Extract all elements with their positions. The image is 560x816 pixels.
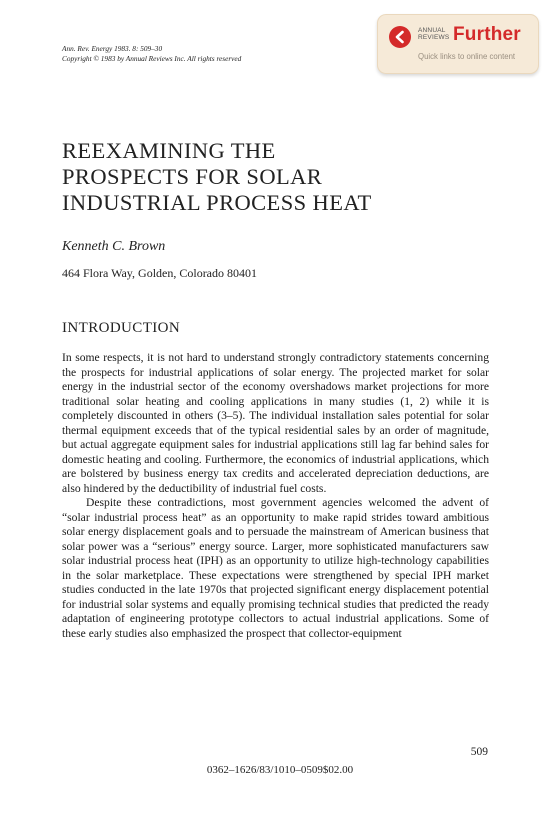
copyright-notice: Copyright © 1983 by Annual Reviews Inc. All rights reserved [62, 54, 242, 63]
further-wordmark: Further [453, 24, 521, 45]
title-line: PROSPECTS FOR SOLAR [62, 164, 323, 189]
journal-citation: Ann. Rev. Energy 1983. 8: 509–30 [62, 44, 163, 53]
footer-code: 0362–1626/83/1010–0509$02.00 [206, 764, 354, 776]
annual-reviews-wordmark: ANNUAL REVIEWS [418, 27, 450, 41]
section-heading: INTRODUCTION [62, 320, 181, 336]
article-body [62, 351, 489, 641]
article-title [62, 138, 372, 216]
quick-links-tagline: Quick links to online content [418, 52, 516, 61]
author-name: Kenneth C. Brown [62, 239, 166, 254]
title-line: REEXAMINING THE [62, 138, 276, 163]
body-paragraph: In some respects, it is not hard to understand strongly contradictory statements concerning the prospects for industrial applications of solar energy. The projected market for solar energy in the industrial sector of the economy overshadows market projections for more traditional solar heating and cooling applications in many studies (1, 2) while it is completely discounted in others (3–5). The individual installation sales potential for solar thermal equipment exceeds that of the typical residential sales by an order of magnitude, but actual aggregate equipment sales for industrial applications still lag far behind sales for domestic heating and cooling. Furthermore, the economics of industrial applications, which are bolstered by business energy tax credits and accelerated depreciation deductions, are also hindered by the deductibility of industrial fuel costs. [62, 351, 489, 495]
author-address: 464 Flora Way, Golden, Colorado 80401 [62, 266, 258, 280]
running-header [62, 44, 241, 64]
title-line: INDUSTRIAL PROCESS HEAT [62, 190, 372, 215]
play-arrow-icon [389, 26, 411, 48]
further-online-badge[interactable] [377, 14, 539, 74]
page-number: 509 [470, 746, 488, 758]
body-paragraph: Despite these contradictions, most government agencies welcomed the advent of “solar industrial process heat” as an opportunity to make rapid strides toward ambitious solar energy displacement goals and to persuade the mainstream of American business that solar power was a “serious” energy source. Larger, more sophisticated manufacturers saw solar industrial process heat (IPH) as an opportunity to utilize high-technology capabilities in the solar marketplace. These expectations were strengthened by special IPH market studies conducted in the late 1970s that projected significant energy displacement potential for industrial solar systems and equally promising technical studies that predicted the ready adaptation of engineering prototype collectors to actual industrial applications. Some of these early studies also emphasized the prospect that collector-equipment [62, 496, 489, 640]
